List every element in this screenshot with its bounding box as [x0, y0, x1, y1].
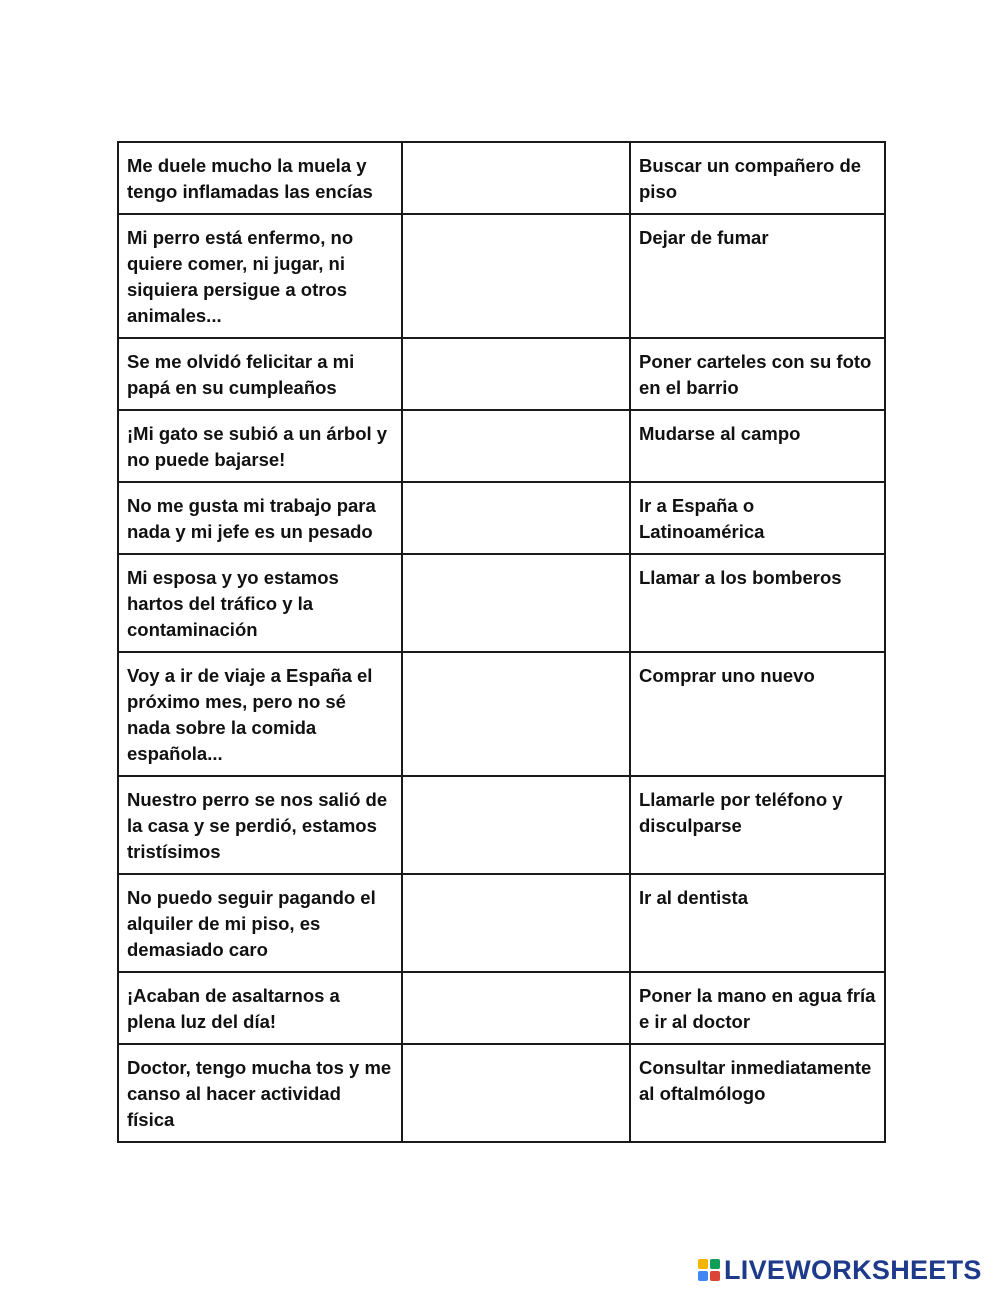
solution-cell-text: Poner carteles con su foto en el barrio: [639, 351, 872, 398]
liveworksheets-logo: [698, 1255, 982, 1285]
situation-cell: [118, 1044, 402, 1142]
situation-cell-text: Mi perro está enfermo, no quiere comer, ni jugar, ni siquiera persigue a otros animales...: [127, 227, 354, 326]
solution-cell: [630, 776, 885, 874]
logo-text: LIVEWORKSHEETS: [724, 1254, 982, 1285]
solution-cell: [630, 972, 885, 1044]
table-row: [118, 410, 885, 482]
solution-cell-text: Ir a España o Latinoamérica: [639, 495, 765, 542]
answer-cell[interactable]: [402, 482, 630, 554]
table-row: [118, 554, 885, 652]
situation-cell-text: ¡Acaban de asaltarnos a plena luz del día!: [127, 985, 340, 1032]
situation-cell: [118, 776, 402, 874]
solution-cell: [630, 554, 885, 652]
situation-cell: [118, 554, 402, 652]
solution-cell-text: Consultar inmediatamente al oftalmólogo: [639, 1057, 872, 1104]
answer-cell[interactable]: [402, 410, 630, 482]
situation-cell-text: Nuestro perro se nos salió de la casa y se perdió, estamos tristísimos: [127, 789, 388, 862]
situation-cell-text: No puedo seguir pagando el alquiler de mi piso, es demasiado caro: [127, 887, 376, 960]
table-row: [118, 972, 885, 1044]
solution-cell: [630, 410, 885, 482]
situation-cell: [118, 482, 402, 554]
table-row: [118, 776, 885, 874]
situation-cell: [118, 142, 402, 214]
table-row: [118, 874, 885, 972]
solution-cell: [630, 1044, 885, 1142]
answer-cell[interactable]: [402, 142, 630, 214]
table-row: [118, 214, 885, 338]
solution-cell: [630, 338, 885, 410]
answer-cell[interactable]: [402, 554, 630, 652]
solution-cell-text: Ir al dentista: [639, 887, 748, 908]
solution-cell-text: Llamar a los bomberos: [639, 567, 842, 588]
situation-cell-text: ¡Mi gato se subió a un árbol y no puede bajarse!: [127, 423, 388, 470]
logo-square-1: [698, 1259, 708, 1269]
situation-cell-text: Se me olvidó felicitar a mi papá en su cumpleaños: [127, 351, 355, 398]
answer-cell[interactable]: [402, 1044, 630, 1142]
answer-cell[interactable]: [402, 874, 630, 972]
table-row: [118, 652, 885, 776]
situation-cell-text: No me gusta mi trabajo para nada y mi jefe es un pesado: [127, 495, 376, 542]
situation-cell-text: Mi esposa y yo estamos hartos del tráfico y la contaminación: [127, 567, 339, 640]
answer-cell[interactable]: [402, 652, 630, 776]
table-row: [118, 142, 885, 214]
logo-square-3: [698, 1271, 708, 1281]
answer-cell[interactable]: [402, 338, 630, 410]
solution-cell: [630, 482, 885, 554]
situation-cell-text: Voy a ir de viaje a España el próximo mes, pero no sé nada sobre la comida española...: [127, 665, 373, 764]
solution-cell-text: Dejar de fumar: [639, 227, 769, 248]
solution-cell: [630, 142, 885, 214]
logo-square-2: [710, 1259, 720, 1269]
situation-cell-text: Me duele mucho la muela y tengo inflamadas las encías: [127, 155, 373, 202]
solution-cell-text: Comprar uno nuevo: [639, 665, 815, 686]
situation-cell: [118, 338, 402, 410]
solution-cell-text: Buscar un compañero de piso: [639, 155, 862, 202]
situation-cell: [118, 874, 402, 972]
situation-cell: [118, 972, 402, 1044]
situation-cell: [118, 214, 402, 338]
situation-cell: [118, 652, 402, 776]
solution-cell-text: Poner la mano en agua fría e ir al doctor: [639, 985, 876, 1032]
logo-mark-icon: [698, 1259, 720, 1281]
situation-cell-text: Doctor, tengo mucha tos y me canso al hacer actividad física: [127, 1057, 392, 1130]
table-row: [118, 482, 885, 554]
solution-cell: [630, 652, 885, 776]
situation-cell: [118, 410, 402, 482]
solution-cell: [630, 214, 885, 338]
table-row: [118, 1044, 885, 1142]
solution-cell: [630, 874, 885, 972]
worksheet-table: [117, 141, 886, 1143]
logo-square-4: [710, 1271, 720, 1281]
solution-cell-text: Mudarse al campo: [639, 423, 801, 444]
table-row: [118, 338, 885, 410]
answer-cell[interactable]: [402, 214, 630, 338]
answer-cell[interactable]: [402, 776, 630, 874]
solution-cell-text: Llamarle por teléfono y disculparse: [639, 789, 843, 836]
answer-cell[interactable]: [402, 972, 630, 1044]
